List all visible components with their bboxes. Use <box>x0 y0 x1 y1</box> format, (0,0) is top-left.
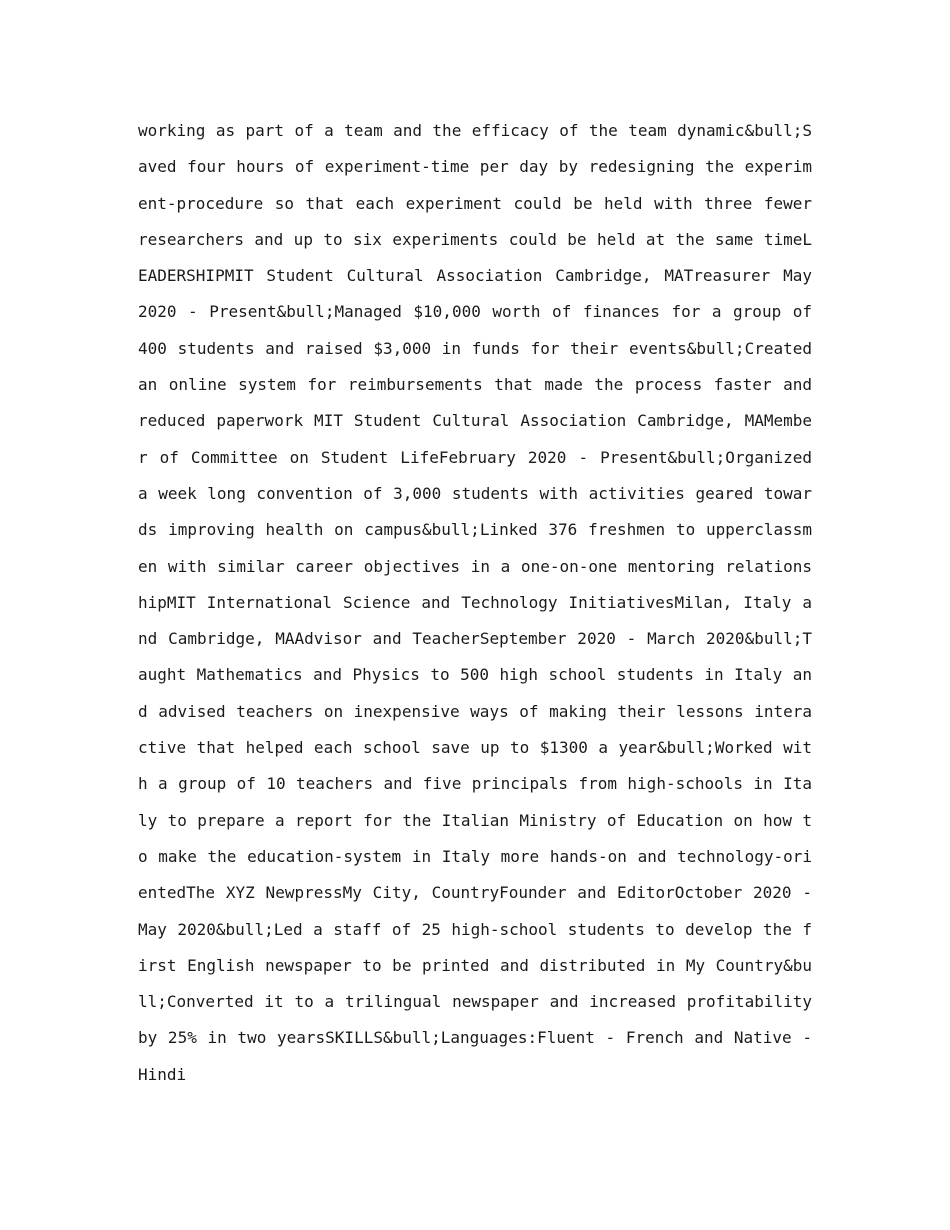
resume-body-text: working as part of a team and the efficacy of the team dynamic&bull;Saved four hours of experiment-time per day by redesigning the experiment-procedure so that each experiment could be held with three fewer researchers and up to six experiments could be held at the same timeLEADERSHIPMIT Student Cultural Association Cambridge, MATreasurer May 2020 - Present&bull;Managed $10,000 worth of finances for a group of 400 students and raised $3,000 in funds for their events&bull;Created an online system for reimbursements that made the process faster and reduced paperwork MIT Student Cultural Association Cambridge, MAMember of Committee on Student LifeFebruary 2020 - Present&bull;Organized a week long convention of 3,000 students with activities geared towards improving health on campus&bull;Linked 376 freshmen to upperclassmen with similar career objectives in a one-on-one mentoring relationshipMIT International Science and Technology InitiativesMilan, Italy and Cambridge, MAAdvisor and TeacherSeptember 2020 - March 2020&bull;Taught Mathematics and Physics to 500 high school students in Italy and advised teachers on inexpensive ways of making their lessons interactive that helped each school save up to $1300 a year&bull;Worked with a group of 10 teachers and five principals from high-schools in Italy to prepare a report for the Italian Ministry of Education on how to make the education-system in Italy more hands-on and technology-orientedThe XYZ NewpressMy City, CountryFounder and EditorOctober 2020 - May 2020&bull;Led a staff of 25 high-school students to develop the first English newspaper to be printed and distributed in My Country&bull;Converted it to a trilingual newspaper and increased profitability by 25% in two yearsSKILLS&bull;Languages:Fluent - French and Native - Hindi <box>138 121 812 1084</box>
